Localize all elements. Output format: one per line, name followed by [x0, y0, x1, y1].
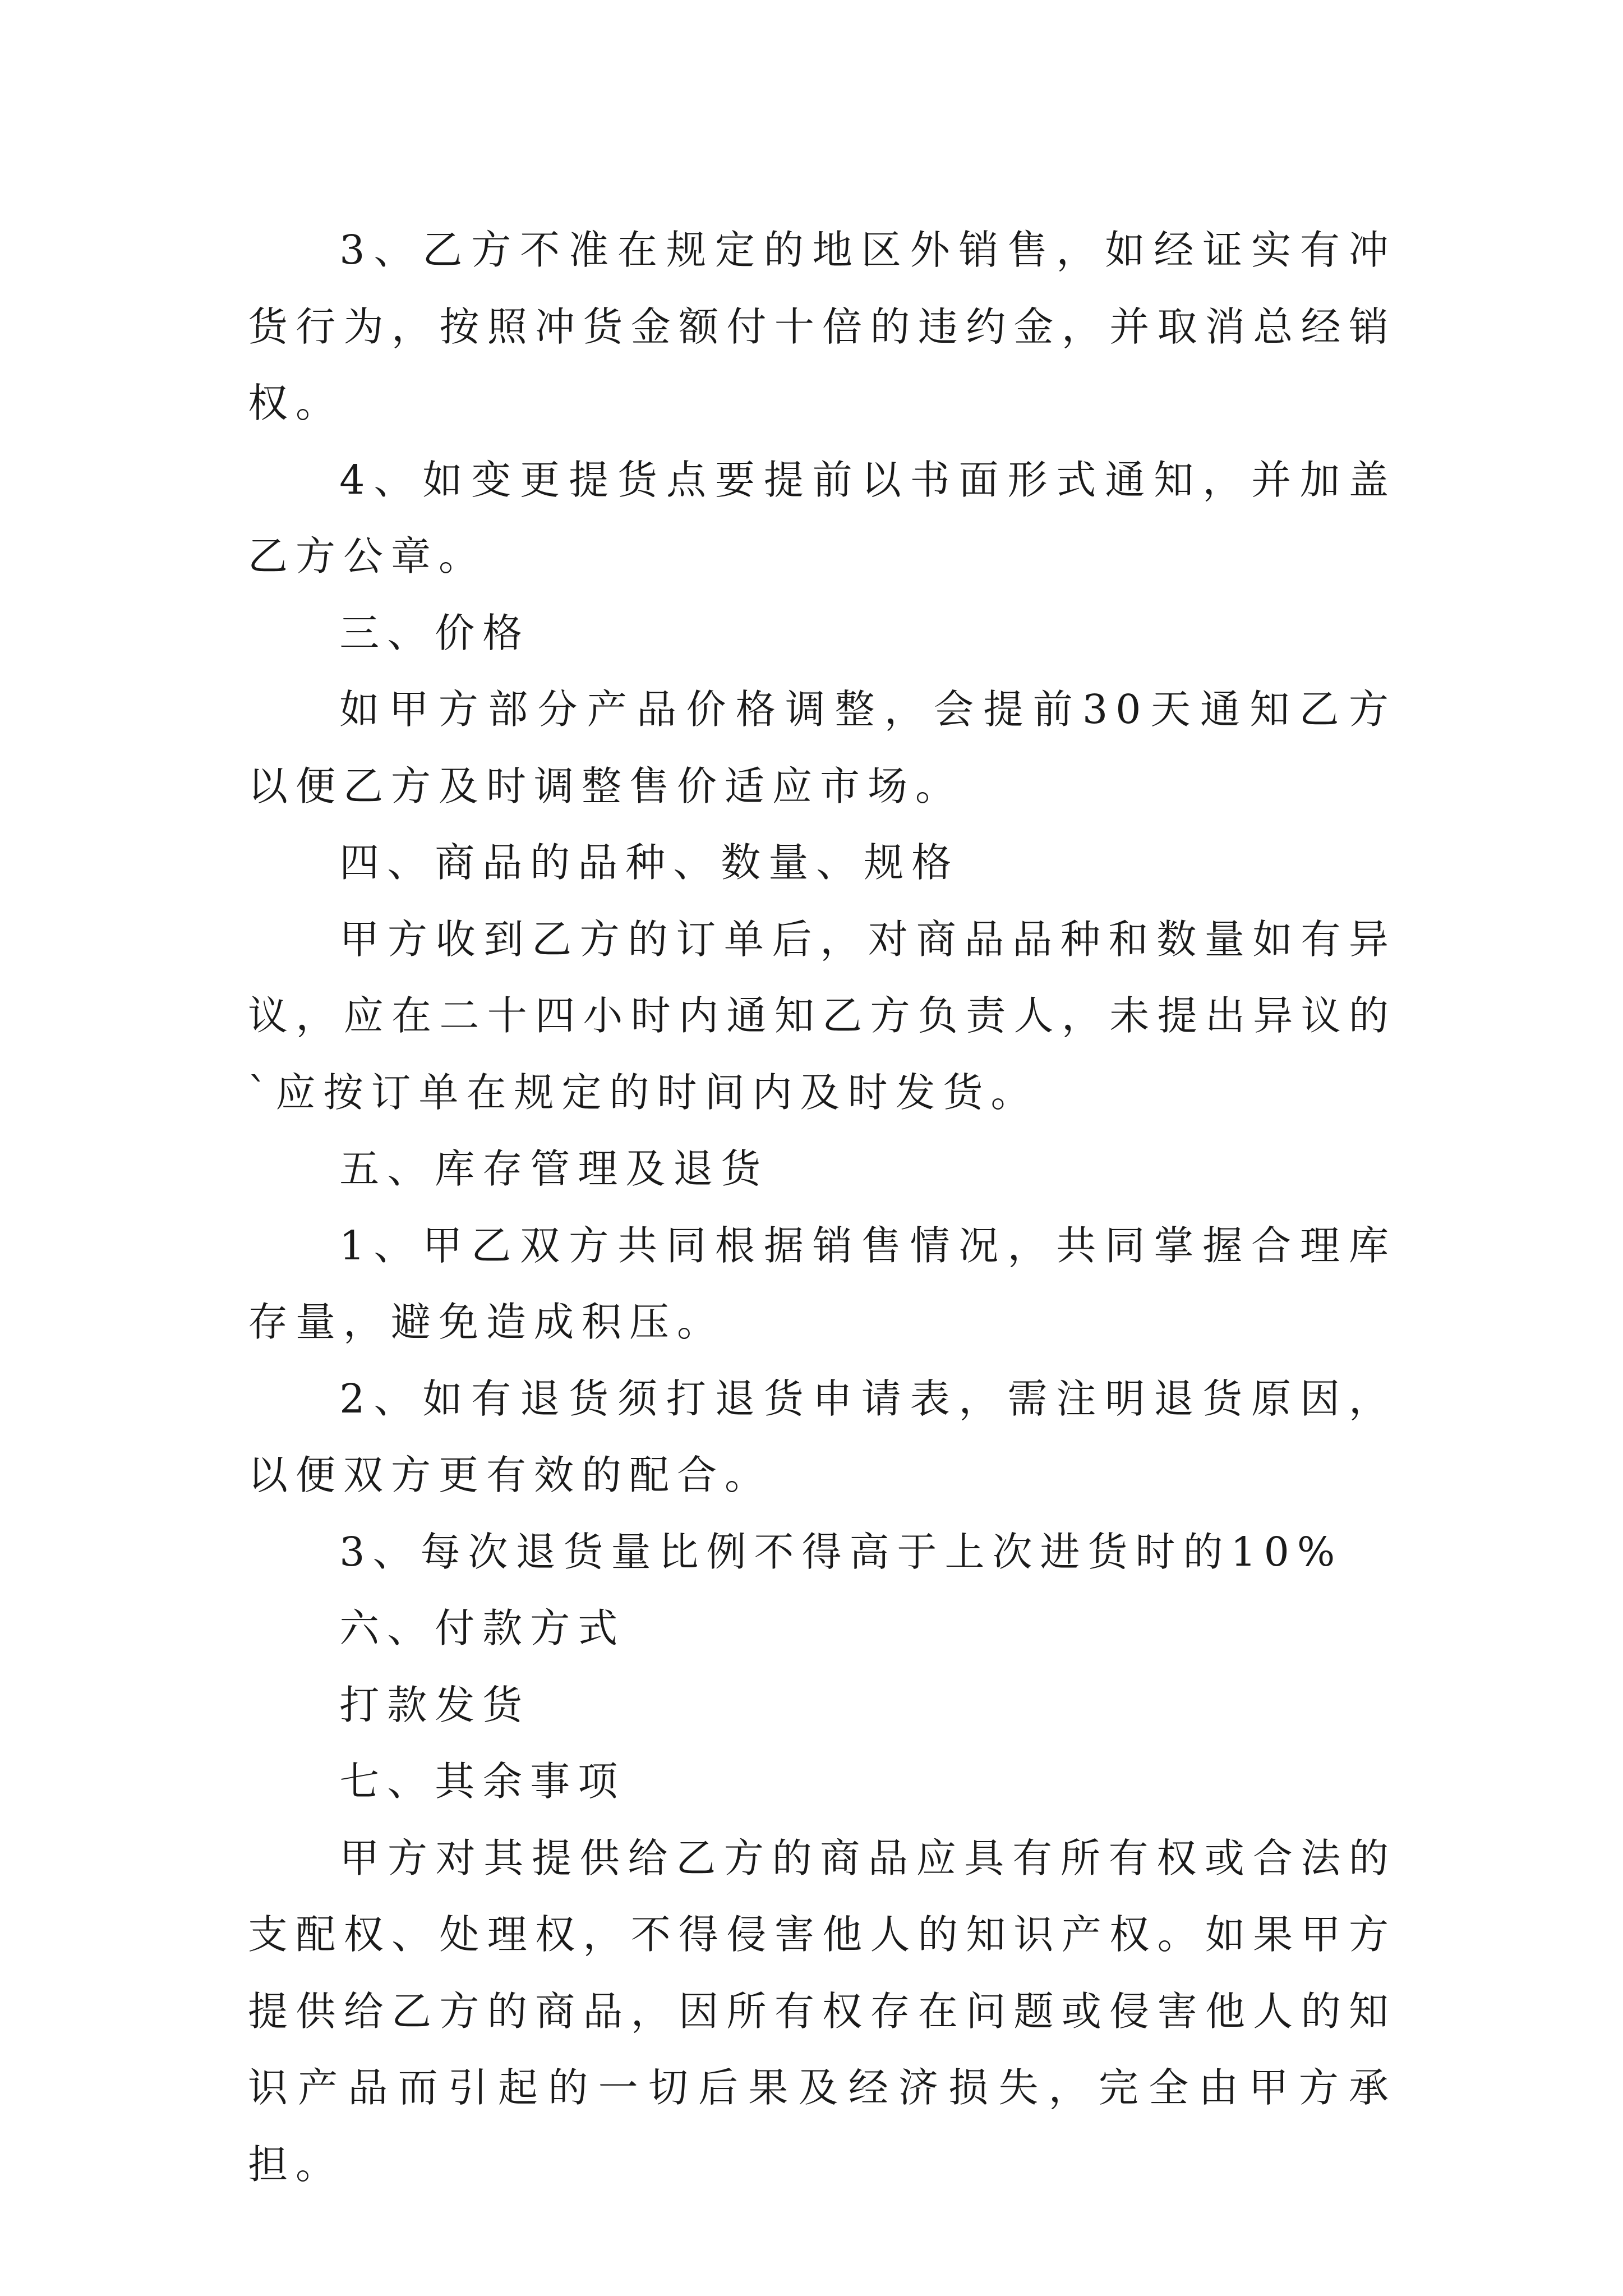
section-3-heading: 三、价格	[339, 609, 531, 656]
section-5-heading: 五、库存管理及退货	[339, 1145, 769, 1192]
section-6-heading: 六、付款方式	[339, 1605, 626, 1651]
document-body	[248, 212, 1396, 2203]
section-3-paragraph: 如甲方部分产品价格调整，会提前30天通知乙方以便乙方及时调整售价适应市场。	[248, 686, 1396, 809]
clause-5-1-paragraph: 1、甲乙双方共同根据销售情况，共同掌握合理库存量，避免造成积压。	[248, 1222, 1396, 1345]
section-4-paragraph: 甲方收到乙方的订单后，对商品品种和数量如有异议，应在二十四小时内通知乙方负责人，未提出异议的`应按订单在规定的时间内及时发货。	[248, 915, 1396, 1116]
clause-2-4-paragraph: 4、如变更提货点要提前以书面形式通知，并加盖乙方公章。	[248, 456, 1396, 579]
clause-5-3-paragraph: 3、每次退货量比例不得高于上次进货时的10%	[339, 1528, 1343, 1575]
section-6-paragraph: 打款发货	[339, 1681, 531, 1728]
section-7-paragraph: 甲方对其提供给乙方的商品应具有所有权或合法的支配权、处理权，不得侵害他人的知识产权。如果甲方提供给乙方的商品，因所有权存在问题或侵害他人的知识产品而引起的一切后果及经济损失，完全由甲方承担。	[248, 1834, 1396, 2188]
section-7-heading: 七、其余事项	[339, 1758, 626, 1805]
clause-5-2-paragraph: 2、如有退货须打退货申请表，需注明退货原因，以便双方更有效的配合。	[248, 1375, 1396, 1498]
clause-2-3-paragraph: 3、乙方不准在规定的地区外销售，如经证实有冲货行为，按照冲货金额付十倍的违约金，并取消总经销权。	[248, 227, 1396, 426]
section-4-heading: 四、商品的品种、数量、规格	[339, 839, 960, 886]
